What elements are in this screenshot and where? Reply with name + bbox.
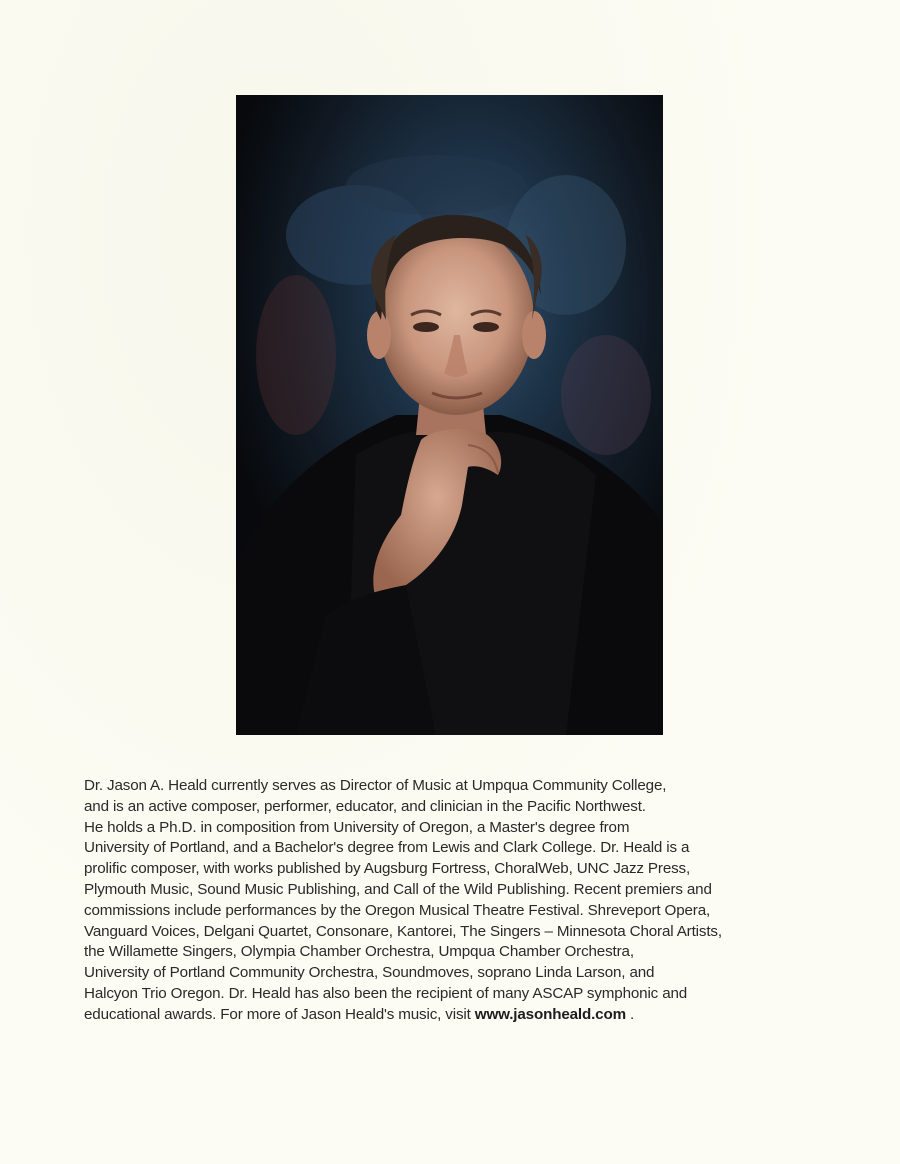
- portrait-photo: [236, 95, 663, 735]
- bio-line: Vanguard Voices, Delgani Quartet, Consonare, Kantorei, The Singers – Minnesota Choral Artists,: [84, 922, 722, 940]
- bio-last-line-end: .: [625, 1005, 635, 1023]
- bio-line: prolific composer, with works published by Augsburg Fortress, ChoralWeb, UNC Jazz Press,: [84, 860, 691, 878]
- bio-line: Halcyon Trio Oregon. Dr. Heald has also been the recipient of many ASCAP symphonic and: [84, 984, 688, 1002]
- bio-line: the Willamette Singers, Olympia Chamber Orchestra, Umpqua Chamber Orchestra,: [84, 943, 634, 961]
- biography-text: [84, 776, 854, 1026]
- bio-line: commissions include performances by the Oregon Musical Theatre Festival. Shreveport Opera,: [84, 901, 711, 919]
- bio-line: University of Portland, and a Bachelor's degree from Lewis and Clark College. Dr. Heald is a: [84, 839, 690, 857]
- bio-line: and is an active composer, performer, educator, and clinician in the Pacific Northwest.: [84, 797, 646, 815]
- website-link[interactable]: www.jasonheald.com: [474, 1005, 626, 1023]
- bio-last-line-text: educational awards. For more of Jason Heald's music, visit: [84, 1005, 475, 1023]
- bio-line: Dr. Jason A. Heald currently serves as Director of Music at Umpqua Community College,: [84, 777, 667, 794]
- bio-line: University of Portland Community Orchestra, Soundmoves, soprano Linda Larson, and: [84, 964, 655, 982]
- bio-line: Plymouth Music, Sound Music Publishing, and Call of the Wild Publishing. Recent premiers and: [84, 880, 712, 898]
- bio-line: He holds a Ph.D. in composition from University of Oregon, a Master's degree from: [84, 818, 630, 836]
- bio-last-line: [84, 1005, 854, 1026]
- portrait-image: [236, 95, 663, 735]
